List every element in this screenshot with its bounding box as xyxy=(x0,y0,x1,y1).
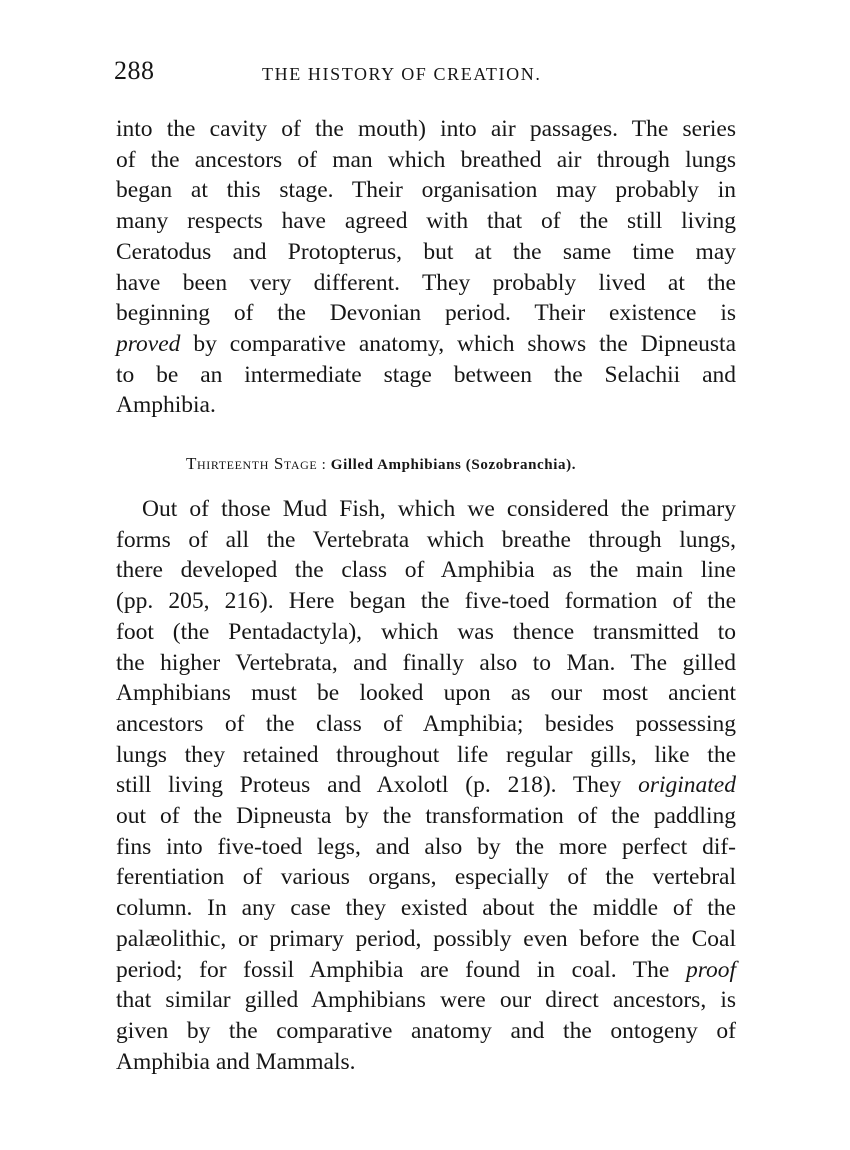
text-fragment: by comparative anatomy, which shows the Dipneusta xyxy=(180,330,736,357)
text-line: beginning of the Devonian period. Their existence is xyxy=(116,300,736,327)
text-line: of the ancestors of man which breathed air through lungs xyxy=(116,146,736,173)
section-title: Gilled Amphibians (Sozobranchia). xyxy=(330,457,577,473)
text-line: into the cavity of the mouth) into air passages. The series xyxy=(116,116,736,142)
text-line: column. In any case they existed about the middle of the xyxy=(116,895,736,922)
text-line: there developed the class of Amphibia as the main line xyxy=(116,557,736,584)
text-line: Ceratodus and Protopterus, but at the same time may xyxy=(116,238,736,265)
text-line: Amphibia and Mammals. xyxy=(116,1048,356,1075)
text-line: out of the Dipneusta by the transformation of the paddling xyxy=(116,803,736,830)
section-heading xyxy=(186,454,576,474)
paragraph-1 xyxy=(116,114,736,421)
text-line: (pp. 205, 216). Here began the five-toed formation of the xyxy=(116,588,736,615)
text-line: began at this stage. Their organisation may probably in xyxy=(116,177,736,204)
text-line: given by the comparative anatomy and the ontogeny of xyxy=(116,1017,736,1044)
text-line: lungs they retained throughout life regular gills, like the xyxy=(116,741,736,768)
text-fragment: period; for fossil Amphibia are found in coal. The xyxy=(116,956,686,983)
section-colon: : xyxy=(317,457,331,473)
text-line: ferentiation of various organs, especially of the vertebral xyxy=(116,864,736,891)
text-line: palæolithic, or primary period, possibly even before the Coal xyxy=(116,925,736,952)
text-line: fins into five-toed legs, and also by the more perfect dif- xyxy=(116,833,736,860)
italic-word: proved xyxy=(116,330,181,357)
text-line: Amphibians must be looked upon as our most ancient xyxy=(116,680,736,707)
text-line: that similar gilled Amphibians were our direct ancestors, is xyxy=(116,987,736,1014)
text-line: the higher Vertebrata, and finally also to Man. The gilled xyxy=(116,649,736,676)
text-line: foot (the Pentadactyla), which was thence transmitted to xyxy=(116,618,736,645)
section-label: Thirteenth Stage xyxy=(186,454,318,473)
text-line: Out of those Mud Fish, which we considered the primary xyxy=(142,496,736,522)
text-line: many respects have agreed with that of the still living xyxy=(116,208,736,235)
italic-word: originated xyxy=(638,772,736,799)
text-line xyxy=(116,329,736,360)
text-line xyxy=(116,955,736,986)
text-line: have been very different. They probably lived at the xyxy=(116,269,736,296)
text-line: Amphibia. xyxy=(116,392,216,419)
running-title: THE HISTORY OF CREATION. xyxy=(262,64,542,84)
paragraph-2 xyxy=(116,494,736,1077)
italic-word: proof xyxy=(685,956,736,983)
text-line: to be an intermediate stage between the Selachii and xyxy=(116,361,736,388)
text-line: forms of all the Vertebrata which breathe through lungs, xyxy=(116,526,736,553)
text-line: ancestors of the class of Amphibia; besides possessing xyxy=(116,710,736,737)
text-line xyxy=(116,770,736,801)
page-number: 288 xyxy=(114,56,155,85)
text-fragment: still living Proteus and Axolotl (p. 218). They xyxy=(116,772,639,799)
